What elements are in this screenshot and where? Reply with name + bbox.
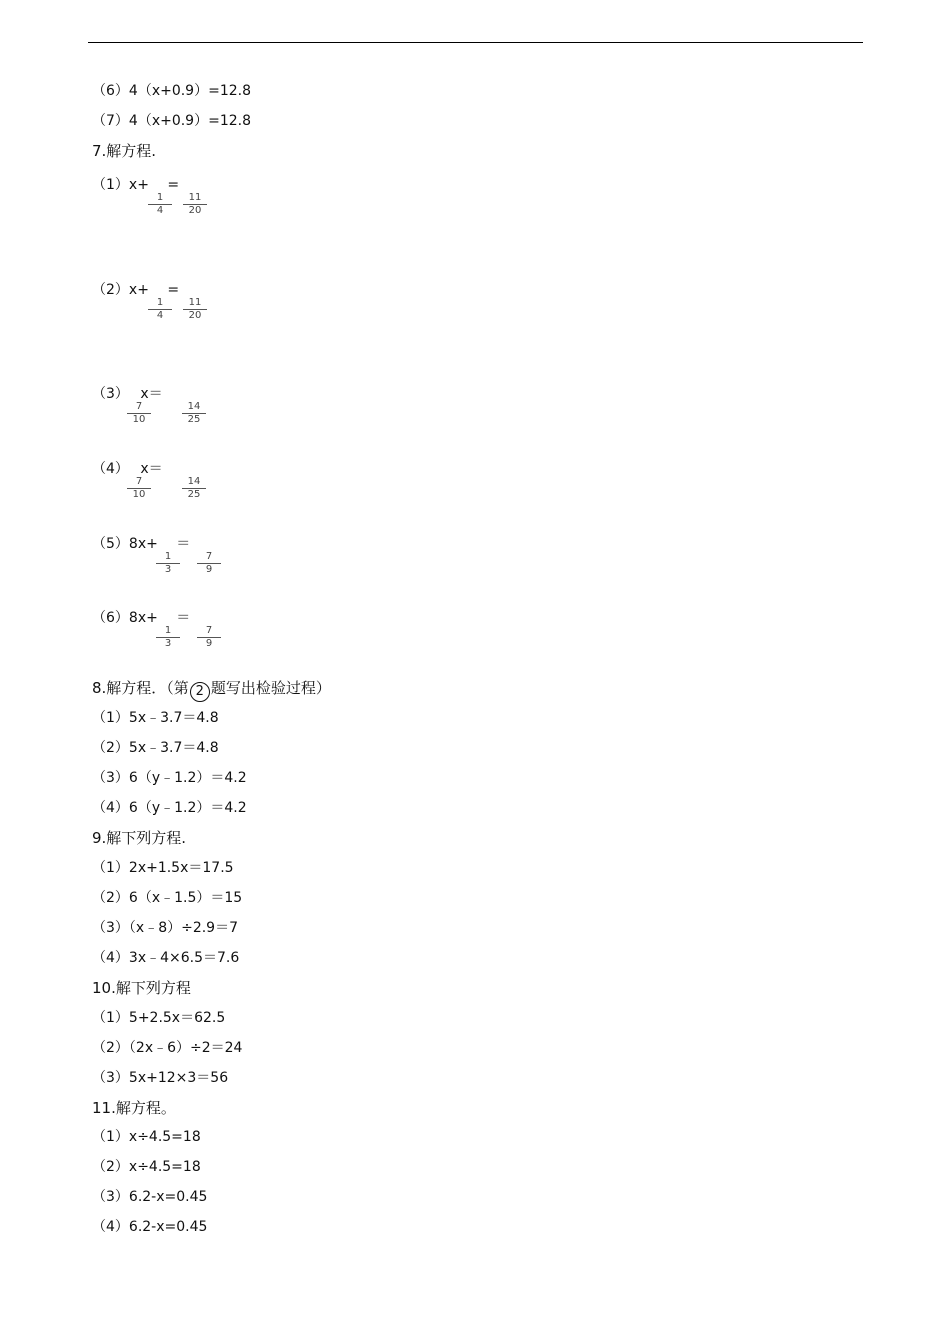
equation-7-6: （6）8x+ ＝ — [92, 610, 191, 626]
equation-10-1: （1）5+2.5x＝62.5 — [92, 1010, 226, 1026]
equation-8-3: （3）6（y﹣1.2）＝4.2 — [92, 770, 247, 786]
equation-6-7: （7）4（x+0.9）=12.8 — [92, 113, 251, 129]
equation-9-3: （3）（x﹣8）÷2.9＝7 — [92, 920, 239, 936]
question-11-heading: 11.解方程。 — [92, 1099, 176, 1117]
equation-9-1: （1）2x+1.5x＝17.5 — [92, 860, 234, 876]
equation-6-6: （6）4（x+0.9）=12.8 — [92, 83, 251, 99]
equation-7-4: （4） x＝ — [92, 461, 163, 477]
header-rule — [88, 42, 863, 43]
circled-number: 2 — [190, 682, 210, 702]
equation-10-3: （3）5x+12×3＝56 — [92, 1070, 229, 1086]
question-9-heading: 9.解下列方程. — [92, 829, 187, 847]
equation-9-4: （4）3x﹣4×6.5＝7.6 — [92, 950, 240, 966]
equation-7-2: （2）x+ = — [92, 282, 180, 298]
fraction-7-1-a: $\frac{1}{4}$ — [148, 192, 172, 217]
equation-11-4: （4）6.2-x=0.45 — [92, 1219, 208, 1235]
fraction-7-5-b: $\frac{7}{9}$ — [197, 551, 221, 576]
fraction-7-3-b: $\frac{14}{25}$ — [182, 401, 206, 426]
fraction-7-2-a: $\frac{1}{4}$ — [148, 297, 172, 322]
fraction-7-3-a: $\frac{7}{10}$ — [127, 401, 151, 426]
equation-9-2: （2）6（x﹣1.5）＝15 — [92, 890, 243, 906]
equation-7-5: （5）8x+ ＝ — [92, 536, 191, 552]
equation-11-3: （3）6.2-x=0.45 — [92, 1189, 208, 1205]
fraction-7-6-b: $\frac{7}{9}$ — [197, 625, 221, 650]
fraction-7-2-b: $\frac{11}{20}$ — [183, 297, 207, 322]
equation-7-1: （1）x+ = — [92, 177, 180, 193]
equation-8-1: （1）5x﹣3.7＝4.8 — [92, 710, 219, 726]
fraction-7-5-a: $\frac{1}{3}$ — [156, 551, 180, 576]
question-7-heading: 7.解方程. — [92, 142, 157, 160]
equation-8-4: （4）6（y﹣1.2）＝4.2 — [92, 800, 247, 816]
equation-11-2: （2）x÷4.5=18 — [92, 1159, 201, 1175]
question-8-heading: 8.解方程．（第 2 题写出检验过程） — [92, 679, 331, 702]
equation-10-2: （2）（2x﹣6）÷2＝24 — [92, 1040, 243, 1056]
fraction-7-4-a: $\frac{7}{10}$ — [127, 476, 151, 501]
fraction-7-6-a: $\frac{1}{3}$ — [156, 625, 180, 650]
equation-11-1: （1）x÷4.5=18 — [92, 1129, 201, 1145]
equation-8-2: （2）5x﹣3.7＝4.8 — [92, 740, 219, 756]
question-10-heading: 10.解下列方程 — [92, 979, 191, 997]
equation-7-3: （3） x＝ — [92, 386, 163, 402]
fraction-7-1-b: $\frac{11}{20}$ — [183, 192, 207, 217]
fraction-7-4-b: $\frac{14}{25}$ — [182, 476, 206, 501]
